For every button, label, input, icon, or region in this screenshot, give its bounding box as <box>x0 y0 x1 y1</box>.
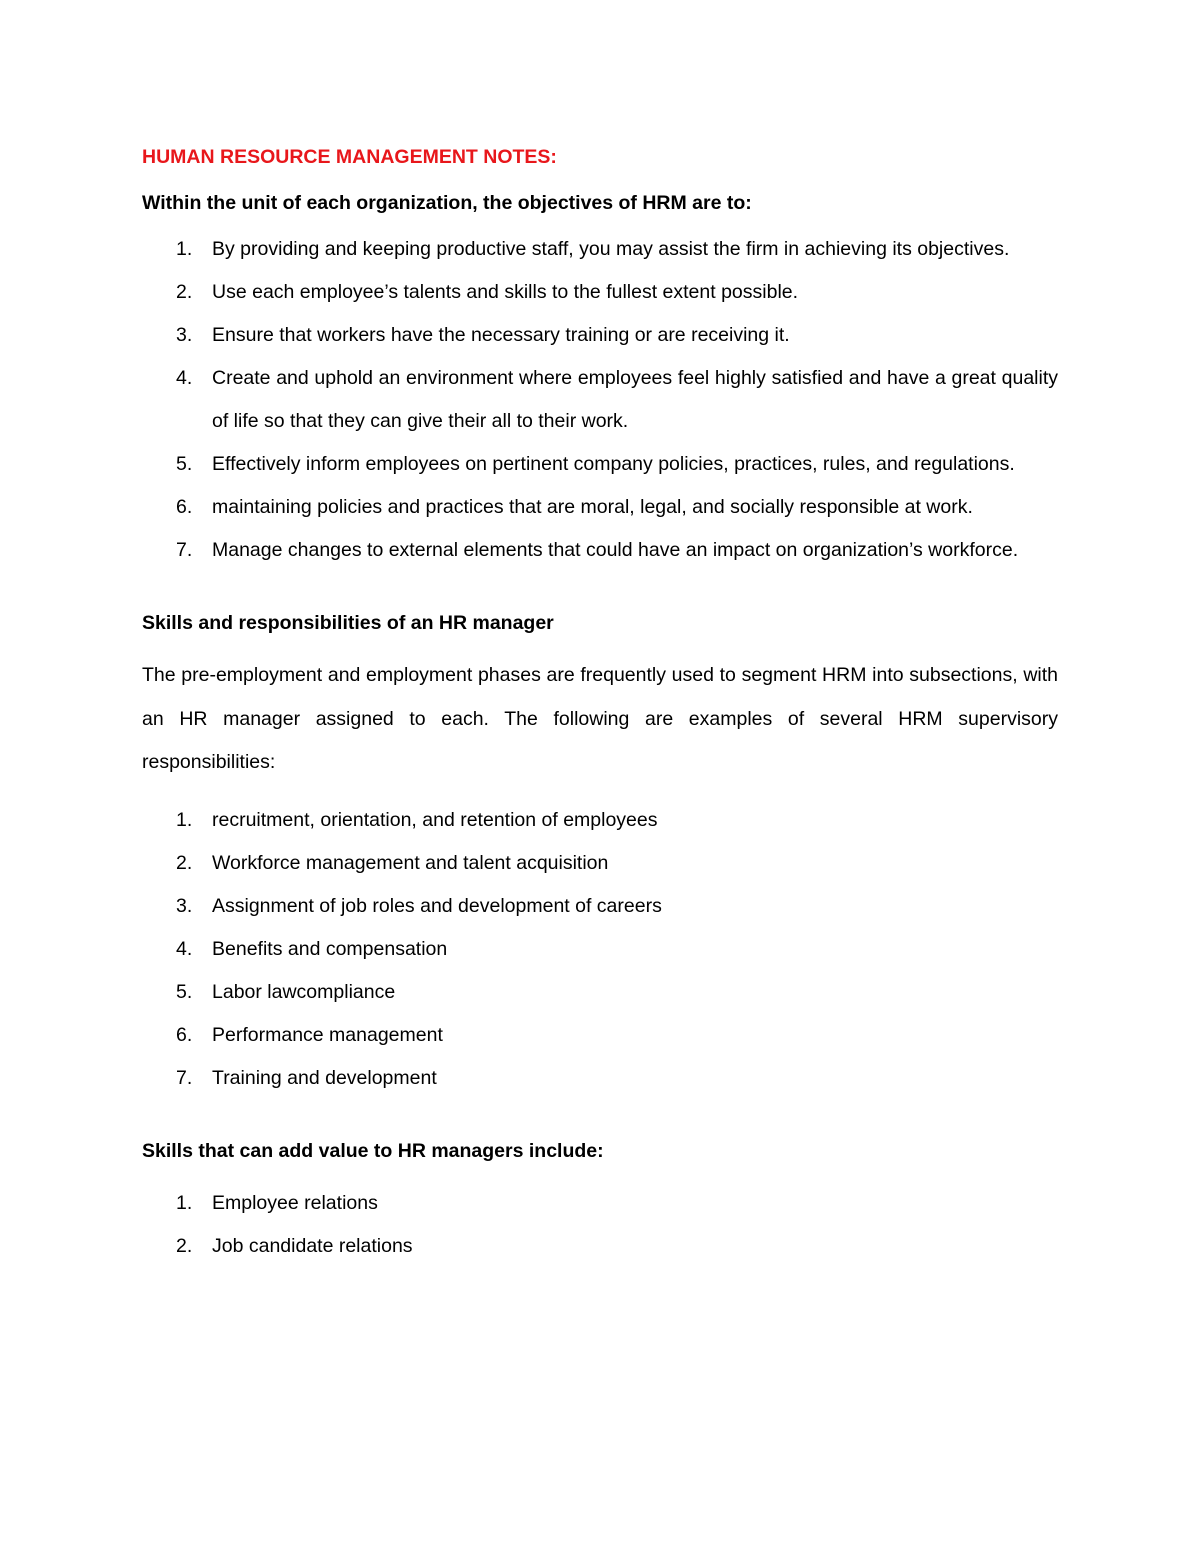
list-item-text: By providing and keeping productive staff, you may assist the firm in achieving its objectives. <box>212 238 1010 260</box>
list-item-text: Job candidate relations <box>212 1234 413 1257</box>
list-item-text: Manage changes to external elements that could have an impact on organization’s workforce. <box>212 539 1019 561</box>
list-number: 5. <box>176 453 193 475</box>
document-title: HUMAN RESOURCE MANAGEMENT NOTES: <box>142 146 557 168</box>
list-number: 3. <box>176 894 193 917</box>
objectives-list <box>142 228 1058 572</box>
list-item-text: maintaining policies and practices that are moral, legal, and socially responsible at work. <box>212 496 973 518</box>
list-number: 6. <box>176 496 193 518</box>
responsibilities-list <box>142 799 1058 1100</box>
list-item-text: Labor lawcompliance <box>212 980 396 1003</box>
list-item <box>142 271 1058 314</box>
list-number: 2. <box>176 1234 193 1257</box>
list-number: 3. <box>176 324 193 346</box>
list-item <box>142 928 1058 971</box>
list-number: 5. <box>176 980 193 1003</box>
list-item-text: Benefits and compensation <box>212 937 448 960</box>
list-number: 4. <box>176 367 193 389</box>
section-heading-skills: Skills that can add value to HR managers include: <box>142 1139 604 1162</box>
list-item-text: Create and uphold an environment where employees feel highly satisfied and have a great quality of life so that they can give their all to their work. <box>212 367 1058 432</box>
list-item-text: Training and development <box>212 1066 437 1089</box>
list-item <box>142 842 1058 885</box>
list-item <box>142 799 1058 842</box>
document-body <box>142 140 1058 1268</box>
list-number: 1. <box>176 808 193 831</box>
list-item <box>142 1182 1058 1225</box>
list-number: 2. <box>176 281 193 303</box>
list-item <box>142 1225 1058 1268</box>
list-number: 7. <box>176 539 193 561</box>
list-number: 4. <box>176 937 193 960</box>
section-heading-responsibilities: Skills and responsibilities of an HR manager <box>142 612 554 634</box>
list-item <box>142 314 1058 357</box>
list-item <box>142 486 1058 529</box>
list-item-text: Ensure that workers have the necessary training or are receiving it. <box>212 324 790 346</box>
list-item <box>142 1014 1058 1057</box>
list-item <box>142 228 1058 271</box>
list-item-text: Employee relations <box>212 1191 378 1214</box>
list-item-text: Assignment of job roles and development of careers <box>212 894 662 917</box>
list-number: 7. <box>176 1066 193 1089</box>
list-item <box>142 971 1058 1014</box>
list-item-text: Workforce management and talent acquisition <box>212 851 609 874</box>
list-number: 1. <box>176 238 193 260</box>
list-item <box>142 885 1058 928</box>
list-number: 2. <box>176 851 193 874</box>
list-item-text: Performance management <box>212 1023 443 1046</box>
responsibilities-paragraph: The pre-employment and employment phases are frequently used to segment HRM into subsections, with an HR manager assigned to each. The following are examples of several HRM supervisory responsibilities: <box>142 664 1058 773</box>
list-item-text: recruitment, orientation, and retention of employees <box>212 808 658 831</box>
objectives-intro: Within the unit of each organization, the objectives of HRM are to: <box>142 192 752 214</box>
skills-list <box>142 1182 1058 1268</box>
list-number: 1. <box>176 1191 193 1214</box>
list-item-text: Effectively inform employees on pertinent company policies, practices, rules, and regulations. <box>212 453 1015 475</box>
list-number: 6. <box>176 1023 193 1046</box>
list-item <box>142 357 1058 443</box>
list-item <box>142 443 1058 486</box>
list-item <box>142 1057 1058 1100</box>
list-item <box>142 529 1058 572</box>
list-item-text: Use each employee’s talents and skills to the fullest extent possible. <box>212 281 799 303</box>
